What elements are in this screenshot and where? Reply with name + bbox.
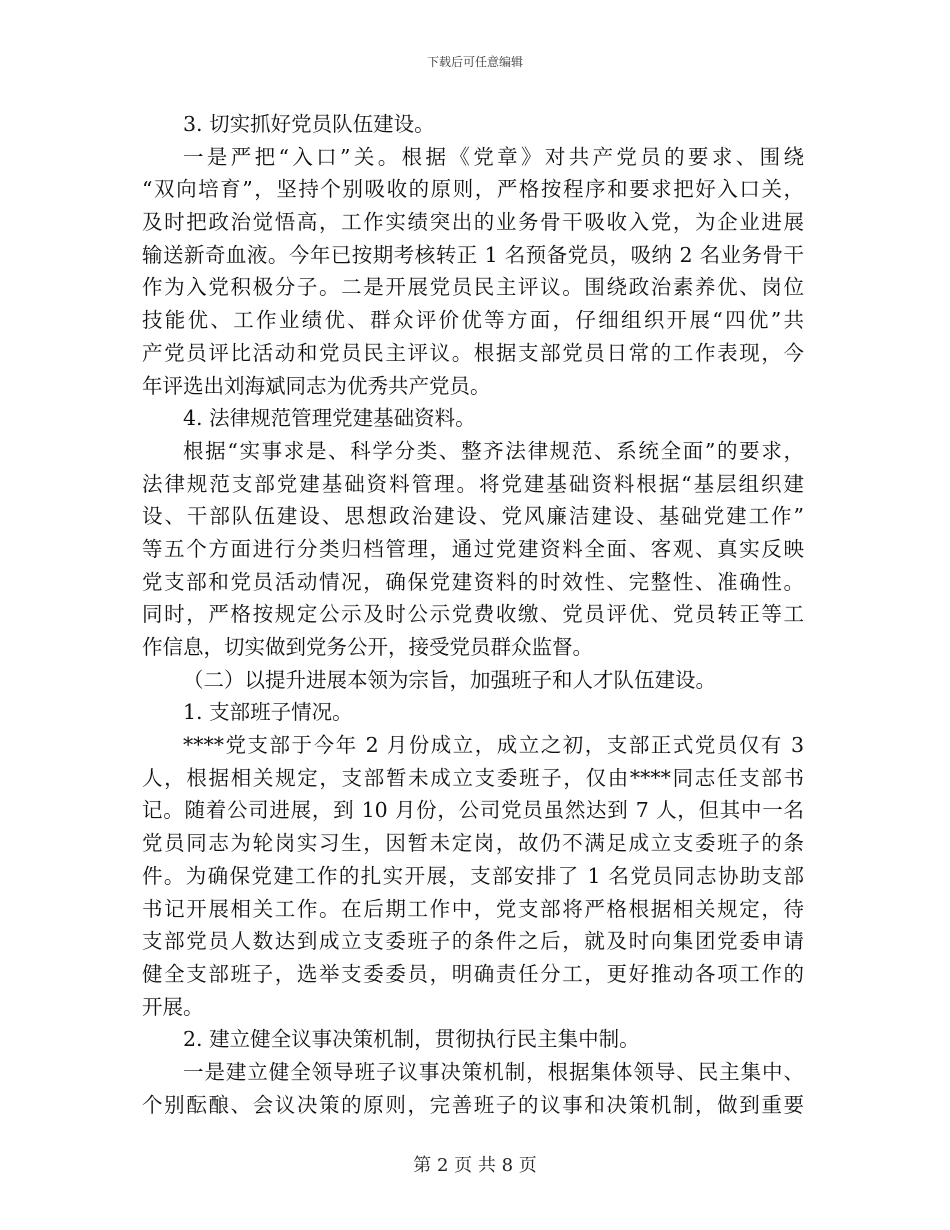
paragraph-line: 根据“实事求是、科学分类、整齐法律规范、系统全面”的要求，	[183, 438, 804, 463]
heading-decision-mechanism: 2. 建立健全议事决策机制，贯彻执行民主集中制。	[183, 1027, 640, 1052]
section-heading-two: （二）以提升进展本领为宗旨，加强班子和人才队伍建设。	[183, 667, 716, 692]
paragraph-line: 党员同志为轮岗实习生，因暂未定岗，故仍不满足成立支委班子的条	[142, 831, 804, 856]
paragraph-line: 产党员评比活动和党员民主评议。根据支部党员日常的工作表现，今	[142, 340, 804, 365]
heading-party-records: 4. 法律规范管理党建基础资料。	[183, 406, 476, 431]
paragraph-line: 作为入党积极分子。二是开展党员民主评议。围绕政治素养优、岗位	[142, 275, 804, 300]
paragraph-line: 一是严把“入口”关。根据《党章》对共产党员的要求、围绕	[183, 144, 804, 169]
paragraph-line: 及时把政治觉悟高，工作实绩突出的业务骨干吸收入党，为企业进展	[142, 210, 804, 235]
heading-party-team-building: 3. 切实抓好党员队伍建设。	[183, 112, 435, 136]
paragraph-line: 记。随着公司进展，到 10 月份，公司党员虽然达到 7 人，但其中一名	[142, 798, 804, 823]
paragraph-line: 法律规范支部党建基础资料管理。将党建基础资料根据“基层组织建	[142, 471, 804, 496]
paragraph-line: 党支部和党员活动情况，确保党建资料的时效性、完整性、准确性。	[142, 569, 804, 594]
heading-branch-team: 1. 支部班子情况。	[183, 700, 353, 725]
paragraph-line: 一是建立健全领导班子议事决策机制，根据集体领导、民主集中、	[183, 1059, 804, 1084]
paragraph-line: 人，根据相关规定，支部暂未成立支委班子，仅由****同志任支部书	[142, 765, 804, 790]
paragraph-line: “双向培育”，坚持个别吸收的原则，严格按程序和要求把好入口关，	[142, 177, 804, 202]
paragraph-line: 同时，严格按规定公示及时公示党费收缴、党员评优、党员转正等工	[142, 602, 804, 627]
paragraph-line: 支部党员人数达到成立支委班子的条件之后，就及时向集团党委申请	[142, 929, 804, 954]
document-body	[142, 108, 804, 1121]
paragraph-line: 书记开展相关工作。在后期工作中，党支部将严格根据相关规定，待	[142, 896, 804, 921]
paragraph-line: 个别酝酿、会议决策的原则，完善班子的议事和决策机制，做到重要	[142, 1092, 804, 1117]
paragraph-line: 年评选出刘海斌同志为优秀共产党员。	[142, 373, 491, 398]
paragraph-line: 作信息，切实做到党务公开，接受党员群众监督。	[142, 635, 593, 659]
paragraph-line: 开展。	[142, 994, 204, 1019]
paragraph-line: 健全支部班子，选举支委委员，明确责任分工，更好推动各项工作的	[142, 961, 804, 986]
paragraph-line: 技能优、工作业绩优、群众评价优等方面，仔细组织开展“四优”共	[142, 308, 804, 333]
paragraph-line: ****党支部于今年 2 月份成立，成立之初，支部正式党员仅有 3	[183, 733, 804, 758]
paragraph-line: 等五个方面进行分类归档管理，通过党建资料全面、客观、真实反映	[142, 536, 804, 561]
paragraph-line: 件。为确保党建工作的扎实开展，支部安排了 1 名党员同志协助支部	[142, 863, 804, 888]
page-header: 下载后可任意编辑	[426, 55, 523, 69]
page-number-footer: 第 2 页 共 8 页	[413, 1155, 537, 1176]
paragraph-line: 输送新奇血液。今年已按期考核转正 1 名预备党员，吸纳 2 名业务骨干	[142, 242, 804, 267]
paragraph-line: 设、干部队伍建设、思想政治建设、党风廉洁建设、基础党建工作”	[142, 504, 804, 529]
